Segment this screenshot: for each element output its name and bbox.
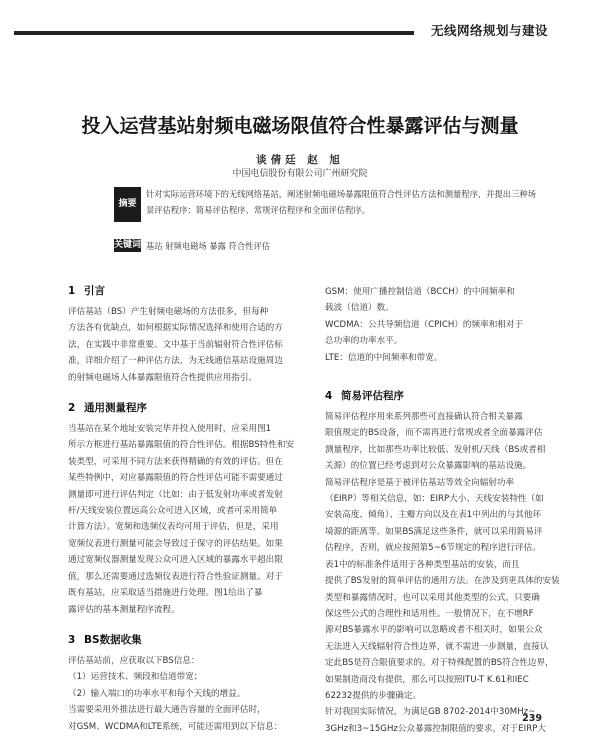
abstract-tag: 摘要: [114, 187, 141, 222]
paper-authors: 谈倩廷 赵 旭: [256, 154, 344, 166]
section-heading-simple-assessment: 4 简易评估程序: [325, 390, 404, 403]
header-rule: [14, 31, 414, 35]
section-body-measurement: 当基站在某个地址安装完毕并投入使用时，应采用图1 所示方框进行基站暴露限值的符合性评估。根据BS特性和安 装类型，可采用不同方法来获得精确的有效的评估。但在 某些特例中，对应暴露限值的符合性评估可能不需要通过 测量即可进行评估判定（比如：由于低发射功率或者发射 杆/天线安装位置远高公众可进入区域，或者可采用简单 计算方法）。宽频和选频仪表均可用于评估，但是，采用 宽频仪表进行测量可能会导致过于保守的评估结果。如果 通过宽频仪器测量发现公众可进入区域的暴露水平超出限 值，那么还需要通过选频仪表进行符合性验证测量。对于 既有基站，应采取适当措施进行处理。图1给出了暴 露评估的基本测量程序流程。: [68, 424, 295, 615]
section-heading-data-collection: 3 BS数据收集: [68, 633, 142, 646]
section-heading-measurement: 2 通用测量程序: [68, 402, 147, 415]
left-column: [68, 283, 330, 735]
section-body-data-collection: 评估基站前，应获取以下BS信息： （1）运营技术、频段和信道带宽； （2）输入端口的功率水平和每个天线的增益。 当需要采用外推法进行最大通告容量的全面评估时， 对GSM、WCDMA和LTE系统，可能还需用到以下信息：: [68, 655, 283, 732]
section-heading-intro: 1 引言: [68, 285, 105, 297]
keywords-tag: 关键词: [114, 240, 142, 250]
paper-title: 投入运营基站射频电磁场限值符合性暴露评估与测量: [81, 115, 519, 137]
section-body-simple-assessment: 简易评估程序用来系列那些可直接确认符合相关暴露 限值规定的BS设备，而不需再进行常规或者全面暴露评估 测量程序，比如那些功率比较低、发射机/天线（BS或者相 关源）的位置已经考虑到对公众暴露影响的基站设施。 简易评估程序是基于被评估基站等效全向辐射功率 （EIRP）等相关信息，如：EIRP大小、天线安装特性（如 安装高度、倾角）、主瓣方向以及在表1中列出的与其他环 境源的距离等。如果BS满足这些条件，就可以采用简易评 估程序，否则，就应按照第5~6节规定的程序进行评估。 表1中的标准条件适用于各种类型基站的安装，而且 提供了BS发射的简单评估的通用方法。在涉及到更具体的安装 类型和暴露情况时，也可以采用其他类型的公式，只要确 保这些公式的合理性和适用性。一般情况下，在不增RF 源对BS暴露水平的影响可以忽略或者不相关时，如果公众 无法进入天线辐射符合性边界，就不需进一步测量，直接认 定此BS是符合限值要求的。对于特殊配置的BS符合性边界， 如果制造商没有提供，那么可以按照ITU-T K.61和IEC 62232提供的步骤确定。 针对我国实际情况，为满足GB 8702-2014中30MHz~ 3GHz和3~15GHz公众暴露控制限值的要求，对于EIRP大: [325, 412, 560, 734]
running-title: 无线网络规划与建设: [430, 23, 548, 38]
page-number: 239: [522, 713, 542, 724]
keywords-text: 基站 射频电磁场 暴露 符合性评估: [146, 241, 271, 251]
right-column: [325, 284, 565, 737]
paper-affiliation: 中国电信股份有限公司广州研究院: [232, 169, 368, 179]
section-body-intro: 评估基站（BS）产生射频电磁场的方法很多，但每种 方法各有优缺点，如何根据实际情况选择和使用合适的方 法，在实践中非常重要。文中基于当前辐射符合性评估标 准，详细介绍了一种评估方法，为无线通信基站设施周边 的射频电磁场人体暴露限值符合性提供应用指引。: [68, 307, 283, 383]
abstract-line: 景评估程序：简易评估程序、常规评估程序和全面评估程序。: [146, 205, 371, 215]
abstract-line: 针对实际运营环境下的无线网络基站，阐述射频电磁场暴露限值符合性评估方法和测量程序，并提出三种场: [146, 189, 536, 199]
section-body-system-info: GSM：使用广播控制信道（BCCH）的中间频率和 载波（信道）数。 WCDMA：公共导频信道（CPICH）的频率和相对于 总功率的功率水平。 LTE：信道的中间频率和带宽。: [325, 287, 524, 363]
